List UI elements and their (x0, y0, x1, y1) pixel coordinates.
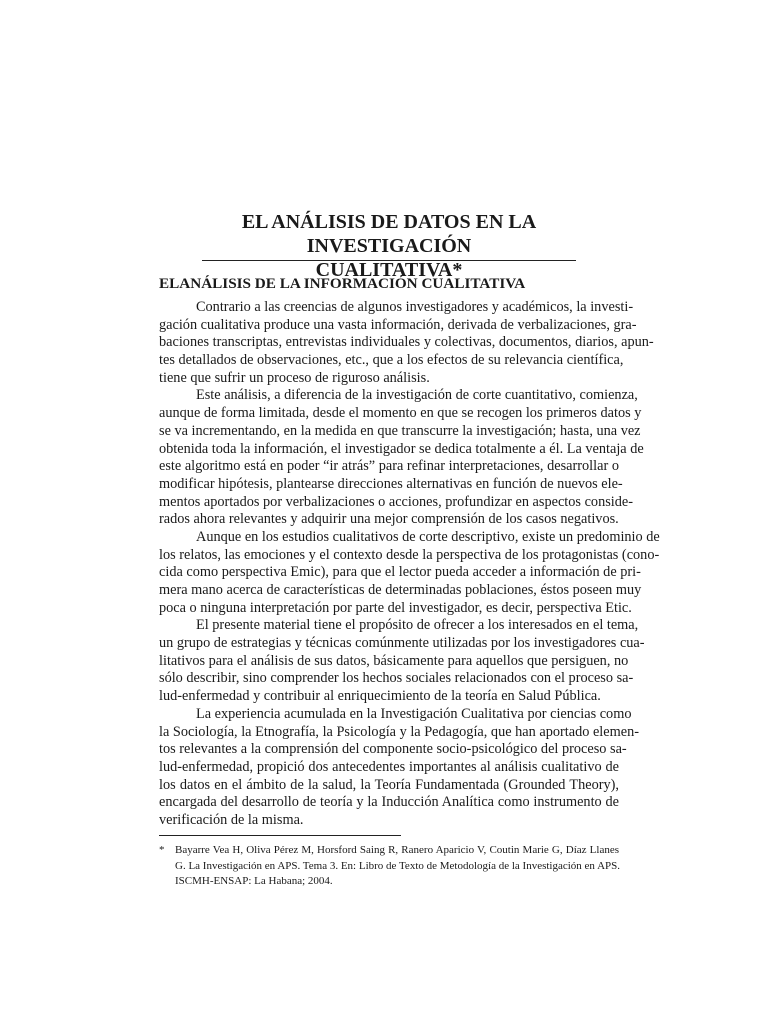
footnote-marker: * (159, 844, 165, 856)
text-line: tes detallados de observaciones, etc., que a los efectos de su relevancia científica, (159, 352, 624, 369)
text-line: este algoritmo está en poder “ir atrás” para refinar interpretaciones, desarrollar o (159, 458, 619, 475)
text-line: obtenida toda la información, el investigador se dedica totalmente a él. La ventaja de (159, 440, 644, 457)
text-line: Este análisis, a diferencia de la investigación de corte cuantitativo, comienza, (196, 387, 638, 404)
text-line: litativos para el análisis de sus datos, básicamente para aquellos que persiguen, no (159, 652, 629, 669)
title-underline-rule (202, 260, 576, 261)
footnote-separator-rule (159, 835, 401, 836)
text-line: lud-enfermedad, propició dos antecedentes importantes al análisis cualitativo de (159, 758, 619, 775)
text-line: El presente material tiene el propósito de ofrecer a los interesados en el tema, (196, 617, 639, 634)
text-line: aunque de forma limitada, desde el momento en que se recogen los primeros datos y (159, 405, 642, 422)
paragraph (159, 617, 645, 705)
text-line: Contrario a las creencias de algunos investigadores y académicos, la investi- (196, 299, 634, 315)
text-line: tos relevantes a la comprensión del componente socio-psicológico del proceso sa- (159, 741, 627, 758)
text-line: modificar hipótesis, plantearse direcciones alternativas en función de nuevos ele- (159, 475, 623, 492)
text-line: se va incrementando, en la medida en que transcurre la investigación; hasta, una vez (159, 422, 641, 439)
text-line: la Sociología, la Etnografía, la Psicología y la Pedagogía, que han aportado elemen- (159, 723, 639, 740)
footnote-line: Bayarre Vea H, Oliva Pérez M, Horsford Saing R, Ranero Aparicio V, Coutin Marie G, Díaz Llanes (175, 844, 619, 856)
text-line: tiene que sufrir un proceso de riguroso análisis. (159, 369, 430, 386)
text-line: cida como perspectiva Emic), para que el lector pueda acceder a información de pri- (159, 564, 641, 581)
text-line: encargada del desarrollo de teoría y la Inducción Analítica como instrumento de (159, 794, 619, 811)
paragraph (159, 528, 660, 617)
footnote-text (175, 843, 619, 890)
text-line: rados ahora relevantes y adquirir una mejor comprensión de los casos negativos. (159, 511, 619, 528)
body-text (159, 299, 660, 830)
paragraph (159, 299, 654, 387)
text-line: sólo describir, sino comprender los hechos sociales relacionados con el proceso sa- (159, 670, 634, 687)
paragraph (159, 705, 639, 830)
footnote-line: ISCMH-ENSAP: La Habana; 2004. (175, 875, 333, 887)
text-line: baciones transcriptas, entrevistas individuales y colectivas, documentos, diarios, apun- (159, 334, 654, 351)
text-line: Aunque en los estudios cualitativos de corte descriptivo, existe un predominio de (196, 528, 660, 545)
footnote-line: G. La Investigación en APS. Tema 3. En: Libro de Texto de Metodología de la Investigación en APS. (175, 859, 621, 872)
section-heading: ELANÁLISIS DE LA INFORMACIÓN CUALITATIVA (159, 275, 526, 292)
paragraph (159, 387, 644, 529)
text-line: un grupo de estrategias y técnicas comúnmente utilizadas por los investigadores cua- (159, 635, 645, 652)
text-line: gación cualitativa produce una vasta información, derivada de verbalizaciones, gra- (159, 316, 637, 333)
text-line: los relatos, las emociones y el contexto desde la perspectiva de los protagonistas (cono- (159, 546, 660, 563)
text-line: La experiencia acumulada en la Investigación Cualitativa por ciencias como (196, 705, 632, 722)
document-title (160, 210, 618, 282)
text-line: lud-enfermedad y contribuir al enriquecimiento de la teoría en Salud Pública. (159, 688, 601, 705)
text-line: mentos aportados por verbalizaciones o acciones, profundizar en aspectos conside- (159, 493, 634, 510)
text-line: verificación de la misma. (159, 811, 304, 828)
title-line: CUALITATIVA* (315, 259, 463, 281)
title-line: EL ANÁLISIS DE DATOS EN LA INVESTIGACIÓN (241, 211, 537, 257)
text-line: los datos en el ámbito de la salud, la Teoría Fundamentada (Grounded Theory), (159, 776, 619, 793)
text-line: poca o ninguna interpretación por parte del investigador, es decir, perspectiva Etic. (159, 599, 632, 616)
text-line: mera mano acerca de características de determinadas poblaciones, éstos poseen muy (159, 582, 642, 598)
